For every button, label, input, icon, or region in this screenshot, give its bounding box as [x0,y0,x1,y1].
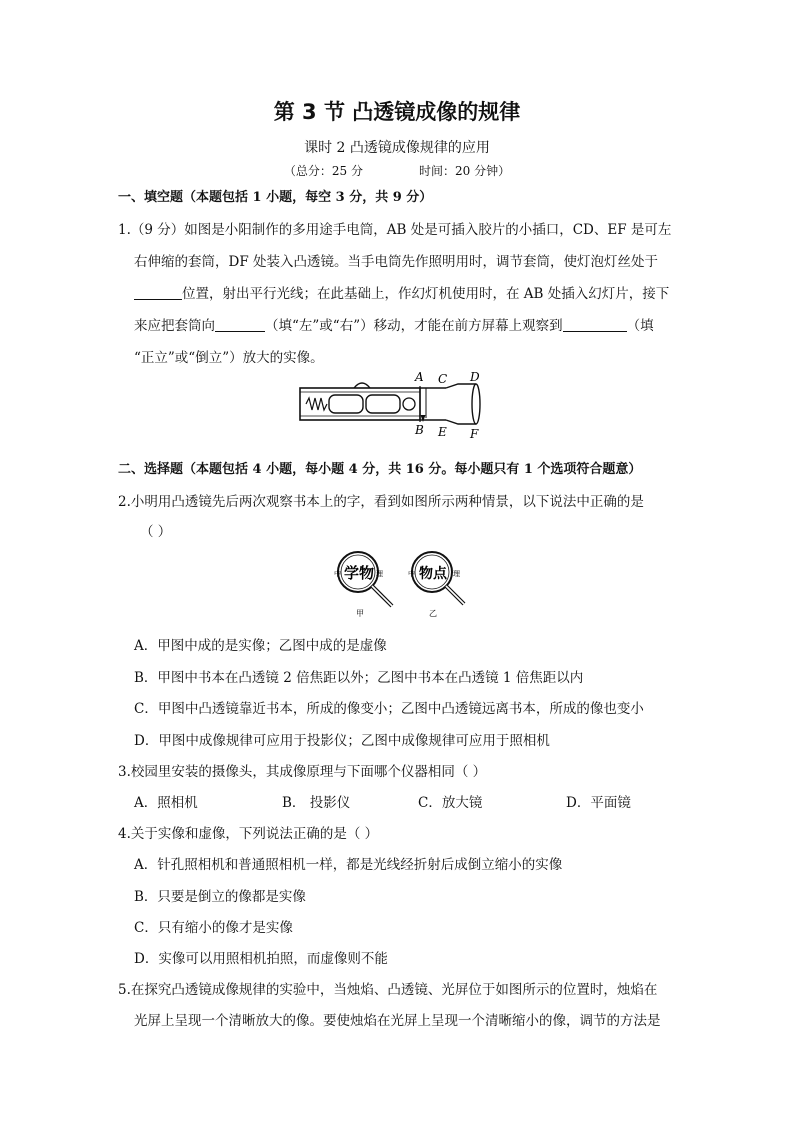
left-lens-text: 学物 [344,564,375,582]
left-figure-label: 甲 [356,609,364,618]
q1-line-2: 右伸缩的套筒，DF 处装入凸透镜。当手电筒先作照明用时，调节套筒，使灯泡灯丝处于 [134,254,658,270]
label-b: B [415,423,424,437]
label-e: E [438,425,447,439]
q1-line-4: 来应把套筒向 （填“左”或“右”）移动，才能在前方屏幕上观察到 （填 [134,318,654,334]
flashlight-figure [296,368,500,440]
label-d: D [470,370,480,384]
q2-option-c[interactable]: C．甲图中凸透镜靠近书本，所成的像变小；乙图中凸透镜远离书本，所成的像也变小 [134,701,644,717]
q3-option-b[interactable]: B． 投影仪 [282,795,351,811]
q4-option-a[interactable]: A．针孔照相机和普通照相机一样，都是光线经折射后成倒立缩小的实像 [134,857,563,873]
right-post-char: 理 [453,570,460,578]
q3-line-1: 3.校园里安装的摄像头，其成像原理与下面哪个仪器相同（ ） [118,764,487,780]
left-post-char: 理 [376,570,383,578]
label-f: F [470,427,479,440]
right-pre-char: 中 [408,570,415,578]
right-figure-label: 乙 [429,609,437,618]
q2-answer-paren[interactable]: （ ） [140,524,172,540]
answer-blank-1[interactable] [134,285,182,300]
total-score: （总分：25 分 [283,164,363,178]
q4-option-b[interactable]: B．只要是倒立的像都是实像 [134,889,306,905]
time-limit: 时间：20 分钟） [419,164,511,178]
q1-line-5: “正立”或“倒立”）放大的实像。 [134,350,324,366]
page-title: 第 3 节 凸透镜成像的规律 [273,100,521,124]
magnifier-figure [330,544,470,620]
q1-line-3: 位置，射出平行光线；在此基础上，作幻灯机使用时，在 AB 处插入幻灯片，接下 [134,282,669,302]
q4-option-c[interactable]: C．只有缩小的像才是实像 [134,920,293,936]
answer-blank-2[interactable] [215,317,265,332]
section-heading-fill-in: 一、填空题（本题包括 1 小题，每空 3 分，共 9 分） [118,190,433,205]
q2-option-b[interactable]: B．甲图中书本在凸透镜 2 倍焦距以外；乙图中书本在凸透镜 1 倍焦距以内 [134,670,584,686]
q3-option-a[interactable]: A．照相机 [134,795,198,811]
q4-line-1: 4.关于实像和虚像，下列说法正确的是（ ） [118,826,379,842]
exam-meta [0,162,794,179]
left-pre-char: 中 [334,570,341,578]
q1-line-1: 1.（9 分）如图是小阳制作的多用途手电筒，AB 处是可插入胶片的小插口，CD、EF 是可左 [118,222,672,238]
section-heading-choice: 二、选择题（本题包括 4 小题，每小题 4 分，共 16 分。每小题只有 1 个选项符合题意） [118,462,642,477]
q5-line-1: 5.在探究凸透镜成像规律的实验中，当烛焰、凸透镜、光屏位于如图所示的位置时，烛焰在 [118,982,658,998]
label-a: A [415,370,424,384]
q3-option-d[interactable]: D．平面镜 [566,795,631,811]
q2-option-d[interactable]: D．甲图中成像规律可应用于投影仪；乙图中成像规律可应用于照相机 [134,733,550,749]
q2-line-1: 2.小明用凸透镜先后两次观察书本上的字，看到如图所示两种情景，以下说法中正确的是 [118,494,644,510]
q5-line-2: 光屏上呈现一个清晰放大的像。要使烛焰在光屏上呈现一个清晰缩小的像，调节的方法是 [134,1013,661,1029]
right-lens-text: 物点 [419,566,447,582]
label-c: C [438,372,448,386]
lesson-subtitle: 课时 2 凸透镜成像规律的应用 [304,140,490,156]
q2-option-a[interactable]: A．甲图中成的是实像；乙图中成的是虚像 [134,638,387,654]
q4-option-d[interactable]: D．实像可以用照相机拍照，而虚像则不能 [134,951,388,967]
answer-blank-3[interactable] [563,317,627,332]
q3-option-c[interactable]: C．放大镜 [418,795,483,811]
